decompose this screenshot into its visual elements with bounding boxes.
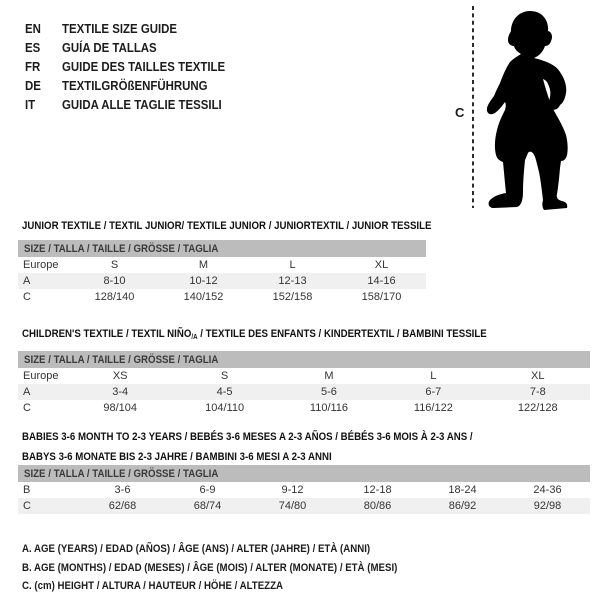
table-header-cell xyxy=(18,240,426,257)
table-cell: S xyxy=(110,259,119,271)
table-cell: XS xyxy=(112,370,128,382)
table-row xyxy=(18,289,426,305)
table-cell: M xyxy=(198,259,209,271)
table-cell: 86/92 xyxy=(420,498,505,514)
language-title: GUÍA DE TALLAS xyxy=(62,40,157,55)
table-cell: 18-24 xyxy=(448,484,477,496)
table-cell: S xyxy=(220,370,229,382)
table-header-label: SIZE / TALLA / TAILLE / GRÖSSE / TAGLIA xyxy=(24,242,219,255)
footnote-text: A. AGE (YEARS) / EDAD (AÑOS) / ÂGE (ANS) / ALTER (JAHRE) / ETÀ (ANNI) xyxy=(22,543,371,555)
list-item xyxy=(25,95,247,114)
table-header-row xyxy=(18,240,426,257)
footnote-c xyxy=(22,577,449,596)
footnote-text: B. AGE (MONTHS) / EDAD (MESES) / ÂGE (MOIS) / ALTER (MONATE) / ETÀ (MESI) xyxy=(22,561,398,574)
height-measure-line xyxy=(470,6,476,208)
table-cell: 152/158 xyxy=(272,291,313,303)
list-item xyxy=(25,38,247,57)
table-cell: 6-7 xyxy=(381,384,485,400)
height-label: C xyxy=(455,105,465,120)
table-row xyxy=(18,273,426,289)
table-row xyxy=(18,384,590,400)
table-cell: 104/110 xyxy=(205,402,245,414)
table-cell: L xyxy=(289,259,296,271)
table-cell: XL xyxy=(374,259,389,271)
footnotes xyxy=(22,540,449,596)
baby-silhouette-icon xyxy=(480,0,600,215)
table-header-label: SIZE / TALLA / TAILLE / GRÖSSE / TAGLIA xyxy=(24,467,219,480)
table-header-label: SIZE / TALLA / TAILLE / GRÖSSE / TAGLIA xyxy=(24,353,219,366)
table-cell: 68/74 xyxy=(165,498,250,514)
section-title-text: BABIES 3-6 MONTH TO 2-3 YEARS / BEBÉS 3-6 MESES A 2-3 AÑOS / BÉBÉS 3-6 MOIS À 2-3 ANS / xyxy=(22,431,473,443)
row-label-cell: C xyxy=(18,498,80,514)
language-code: DE xyxy=(25,78,41,93)
table-cell: 9-12 xyxy=(281,484,304,496)
table-cell: 98/104 xyxy=(103,402,138,414)
section-title-text: CHILDREN'S TEXTILE / TEXTIL NIÑO/A / TEXTILE DES ENFANTS / KINDERTEXTIL / BAMBINI TESSILE xyxy=(22,328,487,341)
table-cell: 116/122 xyxy=(413,402,453,414)
table-cell: 6-9 xyxy=(199,484,216,496)
table-row xyxy=(18,368,590,384)
table-cell: XL xyxy=(531,370,545,382)
table-cell: 122/128 xyxy=(517,402,558,414)
list-item xyxy=(25,57,247,76)
section-title-text: BABYS 3-6 MONATE BIS 2-3 JAHRE / BAMBINI 3-6 MESI A 2-3 ANNI xyxy=(22,451,332,463)
table-cell: 5-6 xyxy=(277,384,381,400)
table-cell: L xyxy=(430,370,437,382)
table-cell: 128/140 xyxy=(94,291,135,303)
table-cell: 12-18 xyxy=(363,484,392,496)
language-title: TEXTILE SIZE GUIDE xyxy=(62,21,178,36)
table-cell: 10-12 xyxy=(159,273,248,289)
table-cell: 12-13 xyxy=(248,273,337,289)
table-row xyxy=(18,257,426,273)
table-cell: 110/116 xyxy=(309,402,349,414)
table-row xyxy=(18,400,590,416)
table-cell: 8-10 xyxy=(70,273,159,289)
row-label-cell: A xyxy=(18,273,70,289)
table-cell: 80/86 xyxy=(335,498,420,514)
footnote-a xyxy=(22,540,449,559)
table-row xyxy=(18,498,590,514)
subscript-text: /A xyxy=(191,334,198,341)
language-code: ES xyxy=(25,40,41,55)
language-code: EN xyxy=(25,21,41,36)
footnote-text: C. (cm) HEIGHT / ALTURA / HAUTEUR / HÖHE / ALTEZZA xyxy=(22,580,284,592)
table-cell: 62/68 xyxy=(80,498,165,514)
section-title-text: JUNIOR TEXTILE / TEXTIL JUNIOR/ TEXTILE JUNIOR / JUNIORTEXTIL / JUNIOR TESSILE xyxy=(22,220,432,232)
table-header-cell xyxy=(18,465,590,482)
section-title-children xyxy=(22,324,550,348)
row-label-cell: Europe xyxy=(23,259,59,271)
language-title-list xyxy=(25,19,247,114)
language-code: FR xyxy=(25,59,41,74)
table-cell: 4-5 xyxy=(172,384,276,400)
section-title-junior xyxy=(22,216,487,236)
table-cell: 3-6 xyxy=(114,484,131,496)
language-code: IT xyxy=(25,97,36,112)
table-header-row xyxy=(18,465,590,482)
row-label-cell: Europe xyxy=(23,370,59,382)
table-cell: M xyxy=(324,370,334,382)
table-cell: 140/152 xyxy=(183,291,224,303)
list-item xyxy=(25,76,247,95)
table-cell: 3-4 xyxy=(68,384,172,400)
section-title-babies xyxy=(22,427,534,467)
babies-size-table xyxy=(18,465,590,514)
footnote-b xyxy=(22,559,449,578)
table-header-cell xyxy=(18,351,590,368)
table-cell: 74/80 xyxy=(250,498,335,514)
row-label-cell: B xyxy=(23,484,31,496)
children-size-table xyxy=(18,351,590,416)
table-cell: 14-16 xyxy=(337,273,426,289)
junior-size-table xyxy=(18,240,426,305)
language-title: GUIDA ALLE TAGLIE TESSILI xyxy=(62,97,222,112)
table-cell: 158/170 xyxy=(361,291,402,303)
table-cell: 92/98 xyxy=(505,498,590,514)
row-label-cell: A xyxy=(18,384,68,400)
language-title: GUIDE DES TAILLES TEXTILE xyxy=(62,59,226,74)
language-title: TEXTILGRÖßENFÜHRUNG xyxy=(62,78,208,93)
table-cell: 7-8 xyxy=(486,384,590,400)
list-item xyxy=(25,19,247,38)
table-row xyxy=(18,482,590,498)
table-cell: 24-36 xyxy=(533,484,562,496)
row-label-cell: C xyxy=(23,291,31,303)
row-label-cell: C xyxy=(23,402,31,414)
table-header-row xyxy=(18,351,590,368)
